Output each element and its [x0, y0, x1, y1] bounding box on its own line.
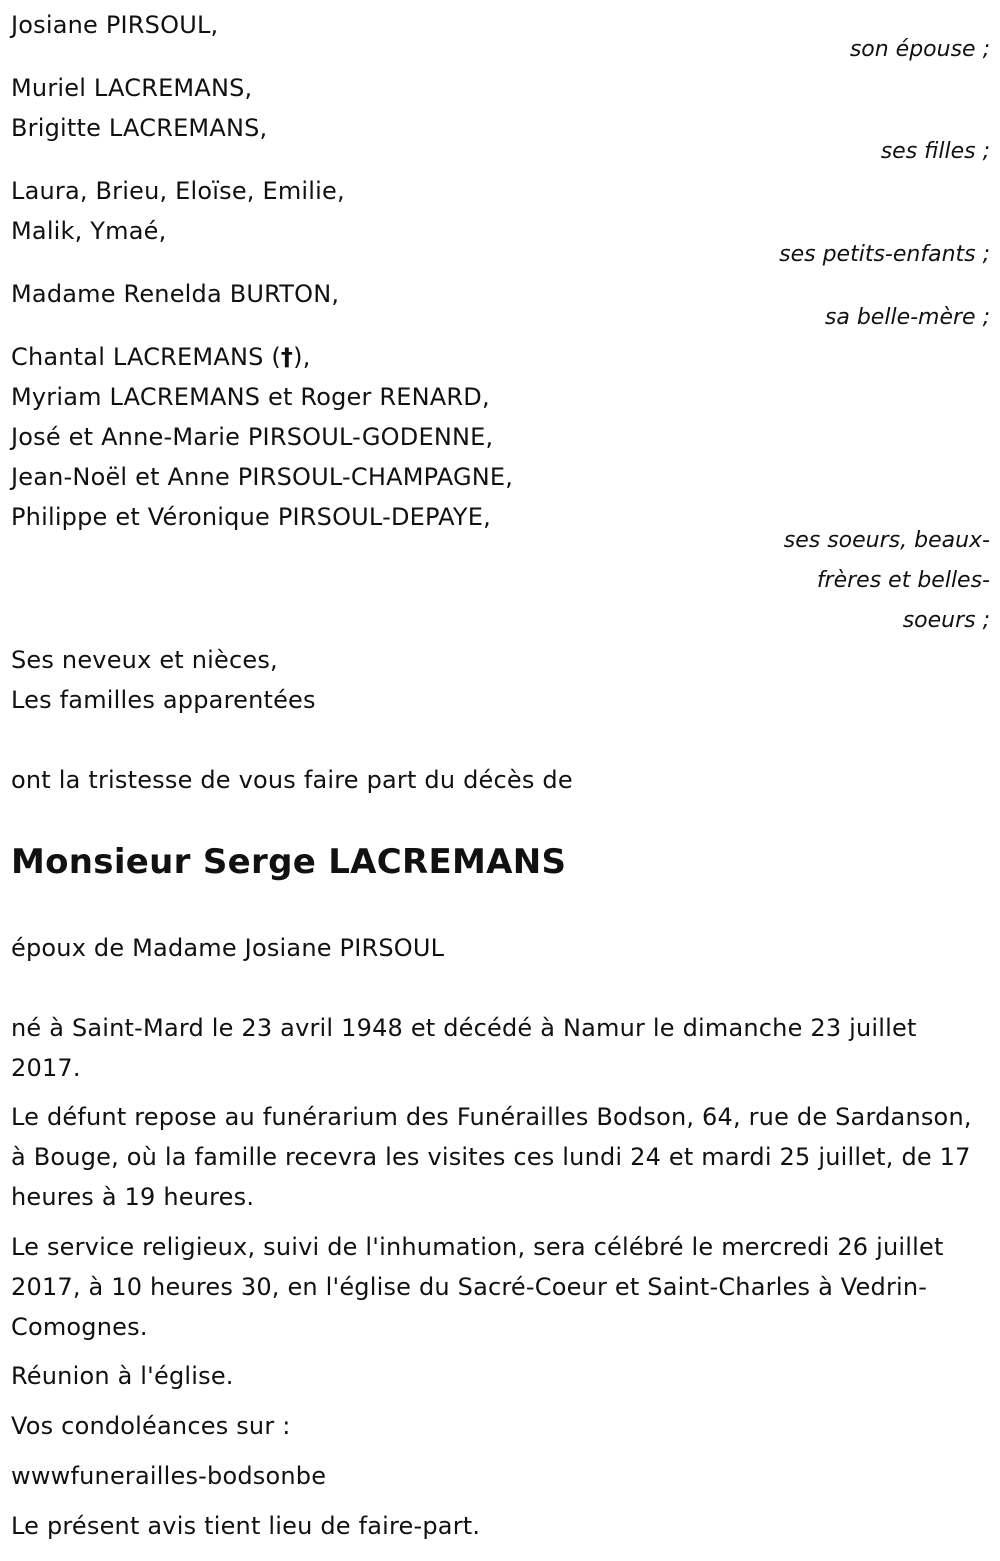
grandchildren-relation: ses petits-enfants ;	[779, 242, 990, 267]
condolences-line: Vos condoléances sur :	[11, 1412, 291, 1440]
cross-icon: †	[280, 343, 294, 371]
sibling-name-1	[11, 337, 311, 377]
daughters-relation: ses filles ;	[880, 139, 990, 164]
sibling-name-3: José et Anne-Marie PIRSOUL-GODENNE,	[11, 423, 494, 451]
sibling-name-1-end: ),	[293, 343, 311, 371]
spouse-name: Josiane PIRSOUL,	[11, 11, 219, 39]
sibling-name-5: Philippe et Véronique PIRSOUL-DEPAYE,	[11, 503, 491, 531]
meeting-line: Réunion à l'église.	[11, 1362, 234, 1390]
mother-in-law-name: Madame Renelda BURTON,	[11, 280, 340, 308]
service-paragraph: Le service religieux, suivi de l'inhumation, sera célébré le mercredi 26 juillet 2017, à 10 heures 30, en l'église du Sacré-Coeur et Saint-Charles à Vedrin-Comognes.	[11, 1233, 944, 1341]
repose-paragraph: Le défunt repose au funérarium des Funérailles Bodson, 64, rue de Sardanson, à Bouge, où la famille recevra les visites ces lundi 24 et mardi 25 juillet, de 17 heures à 19 heures.	[11, 1103, 972, 1211]
daughter-name-2: Brigitte LACREMANS,	[11, 114, 268, 142]
siblings-relation-2: frères et belles-	[816, 568, 990, 593]
notice-line: Le présent avis tient lieu de faire-part.	[11, 1512, 481, 1540]
spouse-of: époux de Madame Josiane PIRSOUL	[11, 934, 445, 962]
deceased-name: Monsieur Serge LACREMANS	[11, 842, 567, 882]
website-line: wwwfunerailles-bodsonbe	[11, 1462, 327, 1490]
nephews-nieces: Ses neveux et nièces,	[11, 646, 278, 674]
siblings-relation-1: ses soeurs, beaux-	[783, 528, 990, 553]
siblings-relation-3: soeurs ;	[902, 608, 990, 633]
sibling-name-1-text: Chantal LACREMANS (	[11, 343, 281, 371]
sibling-name-4: Jean-Noël et Anne PIRSOUL-CHAMPAGNE,	[11, 463, 514, 491]
grandchildren-names-1: Laura, Brieu, Eloïse, Emilie,	[11, 177, 345, 205]
sibling-name-2: Myriam LACREMANS et Roger RENARD,	[11, 383, 490, 411]
mother-in-law-relation: sa belle-mère ;	[824, 305, 990, 330]
announcement-intro: ont la tristesse de vous faire part du décès de	[11, 766, 573, 794]
related-families: Les familles apparentées	[11, 686, 316, 714]
daughter-name-1: Muriel LACREMANS,	[11, 74, 253, 102]
birth-death-paragraph: né à Saint-Mard le 23 avril 1948 et décédé à Namur le dimanche 23 juillet 2017.	[11, 1014, 917, 1082]
grandchildren-names-2: Malik, Ymaé,	[11, 217, 167, 245]
spouse-relation: son épouse ;	[849, 37, 990, 62]
